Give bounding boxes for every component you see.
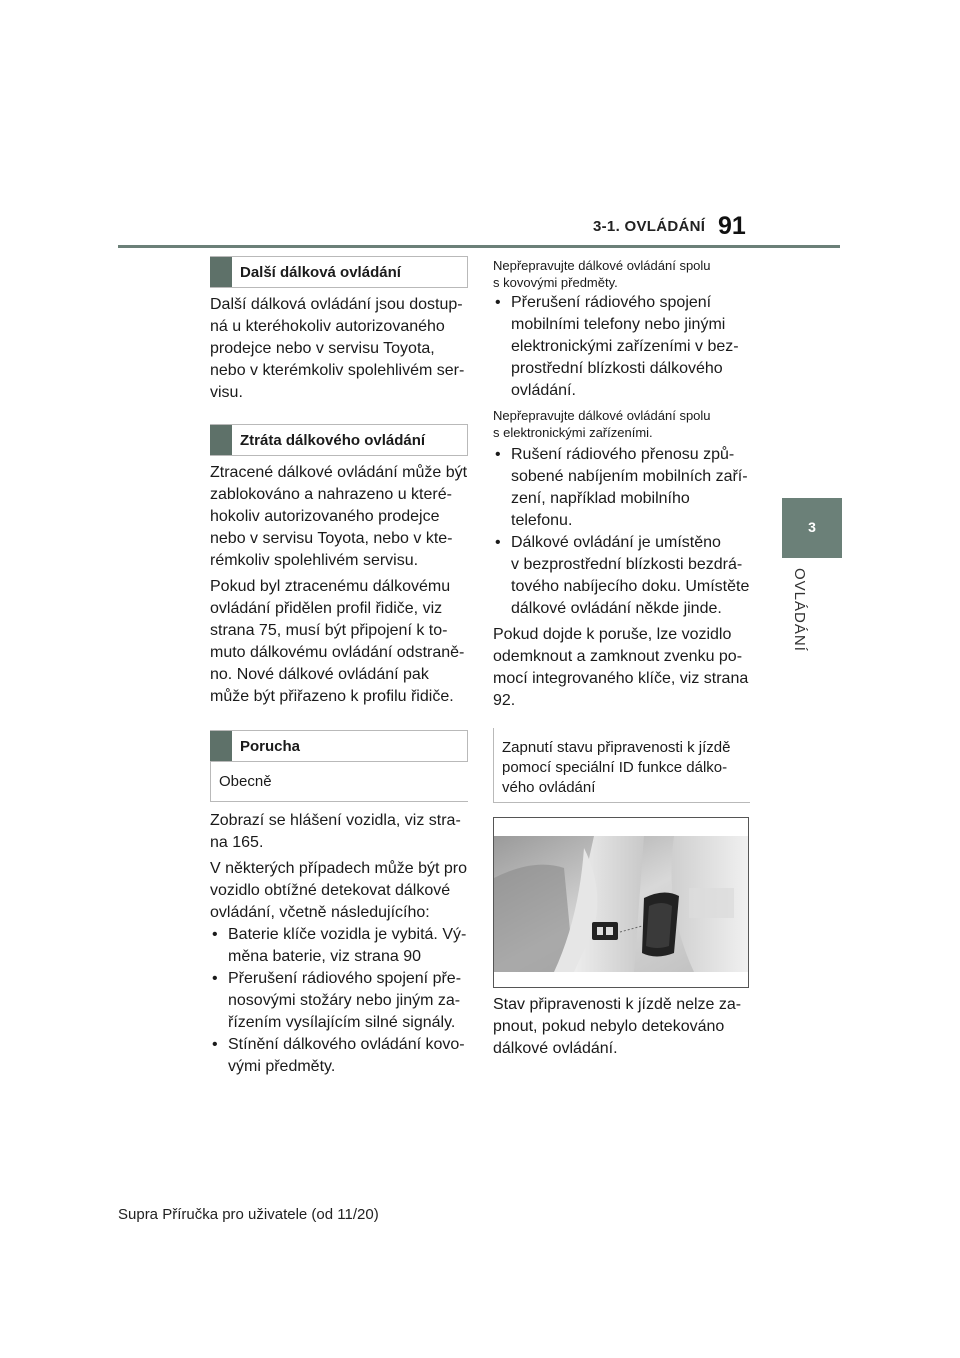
paragraph-integrated-key bbox=[493, 624, 748, 712]
text-line: vými předměty. bbox=[228, 1058, 336, 1075]
subheading-text bbox=[494, 728, 750, 798]
text-line: odemknout a zamknout zvenku po- bbox=[493, 648, 743, 665]
text-line: vozidlo obtížné detekovat dálkové bbox=[210, 882, 451, 899]
text-line: pnout, pokud nebylo detekováno bbox=[493, 1018, 725, 1035]
heading-text: Porucha bbox=[240, 737, 301, 755]
text-line: sobené nabíjením mobilních zaří- bbox=[511, 468, 748, 485]
heading-other-remotes bbox=[210, 256, 468, 288]
text-line: Dálkové ovládání je umístěno bbox=[511, 534, 721, 551]
text-line: Pokud byl ztracenému dálkovému bbox=[210, 578, 451, 595]
text-line: prostřední blízkosti dálkového bbox=[511, 360, 723, 377]
illustration-frame bbox=[493, 817, 749, 988]
text-line: řízením vysílajícím silné signály. bbox=[228, 1014, 456, 1031]
bullet-icon: • bbox=[495, 294, 501, 311]
list-item bbox=[210, 924, 466, 968]
paragraph-drive-ready-note bbox=[493, 994, 741, 1060]
bullet-icon: • bbox=[495, 446, 501, 463]
text-line: elektronickými zařízeními v bez- bbox=[511, 338, 739, 355]
paragraph-driver-profile bbox=[210, 576, 464, 708]
paragraph-lost-remote bbox=[210, 462, 467, 572]
bullet-icon: • bbox=[212, 970, 218, 987]
text-line: Zobrazí se hlášení vozidla, viz stra- bbox=[210, 812, 461, 829]
text-line: zení, například mobilního bbox=[511, 490, 690, 507]
text-line: Nepřepravujte dálkové ovládání spolu bbox=[493, 258, 711, 273]
list-item bbox=[493, 444, 748, 532]
text-line: no. Nové dálkové ovládání pak bbox=[210, 666, 429, 683]
chapter-tab-number: 3 bbox=[808, 519, 816, 535]
text-line: na 165. bbox=[210, 834, 264, 851]
text-line: dálkové ovládání. bbox=[493, 1040, 618, 1057]
text-line: vého ovládání bbox=[502, 779, 596, 796]
subheading-drive-ready bbox=[493, 728, 750, 803]
bullet-icon: • bbox=[212, 926, 218, 943]
page-number: 91 bbox=[718, 212, 746, 240]
text-line: V některých případech může být pro bbox=[210, 860, 468, 877]
text-line: Stínění dálkového ovládání kovo- bbox=[228, 1036, 465, 1053]
text-line: rémkoliv spolehlivém servisu. bbox=[210, 552, 419, 569]
subheading-text: Obecně bbox=[219, 773, 272, 790]
bullet-icon: • bbox=[495, 534, 501, 551]
text-line: nosovými stožáry nebo jiným za- bbox=[228, 992, 461, 1009]
text-line: muto dálkovému ovládání odstraně- bbox=[210, 644, 465, 661]
text-line: Nepřepravujte dálkové ovládání spolu bbox=[493, 408, 711, 423]
text-line: ovládání. bbox=[511, 382, 576, 399]
heading-marker bbox=[210, 731, 232, 761]
text-line: pomocí speciální ID funkce dálko- bbox=[502, 759, 728, 776]
text-line: s kovovými předměty. bbox=[493, 275, 618, 290]
text-line: nebo v servisu Toyota, nebo v kte- bbox=[210, 530, 453, 547]
text-line: strana 75, musí být připojení k to- bbox=[210, 622, 448, 639]
chapter-tab-label: OVLÁDÁNÍ bbox=[791, 568, 808, 652]
text-line: ovládání přidělen profil řidiče, viz bbox=[210, 600, 443, 617]
text-line: Pokud dojde k poruše, lze vozidlo bbox=[493, 626, 732, 643]
heading-text: Ztráta dálkového ovládání bbox=[240, 431, 426, 449]
text-line: Přerušení rádiového spojení bbox=[511, 294, 712, 311]
text-line: mocí integrovaného klíče, viz strana bbox=[493, 670, 749, 687]
text-line: hokoliv autorizovaného prodejce bbox=[210, 508, 440, 525]
text-line: v bezprostřední blízkosti bezdrá- bbox=[511, 556, 743, 573]
list-item bbox=[493, 292, 739, 402]
heading-text: Další dálková ovládání bbox=[240, 263, 401, 281]
heading-malfunction bbox=[210, 730, 468, 762]
text-line: nebo v kterémkoliv spolehlivém ser- bbox=[210, 362, 465, 379]
text-line: prodejce nebo v servisu Toyota, bbox=[210, 340, 435, 357]
note-metal-objects bbox=[493, 257, 711, 291]
note-electronic-devices bbox=[493, 407, 711, 441]
paragraph-other-remotes bbox=[210, 294, 464, 404]
text-line: 92. bbox=[493, 692, 516, 709]
text-line: ovládání, včetně následujícího: bbox=[210, 904, 430, 921]
text-line: s elektronickými zařízeními. bbox=[493, 425, 653, 440]
list-item bbox=[210, 968, 461, 1034]
heading-lost-remote bbox=[210, 424, 468, 456]
list-item bbox=[210, 1034, 465, 1078]
charging-dock-icon bbox=[592, 922, 618, 940]
heading-marker bbox=[210, 425, 232, 455]
subheading-general bbox=[210, 762, 468, 802]
text-line: Stav připravenosti k jízdě nelze za- bbox=[493, 996, 742, 1013]
text-line: Přerušení rádiového spojení pře- bbox=[228, 970, 462, 987]
text-line: dálkové ovládání někde jinde. bbox=[511, 600, 722, 617]
section-title: 3-1. OVLÁDÁNÍ bbox=[593, 218, 706, 235]
bullet-icon: • bbox=[212, 1036, 218, 1053]
text-line: zablokováno a nahrazeno u které- bbox=[210, 486, 452, 503]
footer-manual-title: Supra Příručka pro uživatele (od 11/20) bbox=[118, 1206, 379, 1223]
text-line: může být přiřazeno k profilu řidiče. bbox=[210, 688, 454, 705]
text-line: Ztracené dálkové ovládání může být bbox=[210, 464, 468, 481]
text-line: visu. bbox=[210, 384, 243, 401]
text-line: Zapnutí stavu připravenosti k jízdě bbox=[502, 739, 731, 756]
text-line: telefonu. bbox=[511, 512, 573, 529]
header-rule bbox=[118, 245, 840, 248]
text-line: mobilními telefony nebo jinými bbox=[511, 316, 726, 333]
paragraph-vehicle-message bbox=[210, 810, 461, 854]
steering-column-illustration bbox=[494, 818, 748, 987]
paragraph-detection bbox=[210, 858, 467, 924]
text-line: Baterie klíče vozidla je vybitá. Vý- bbox=[228, 926, 467, 943]
text-line: Rušení rádiového přenosu způ- bbox=[511, 446, 735, 463]
text-line: měna baterie, viz strana 90 bbox=[228, 948, 421, 965]
text-line: Další dálková ovládání jsou dostup- bbox=[210, 296, 463, 313]
text-line: ná u kteréhokoliv autorizovaného bbox=[210, 318, 445, 335]
list-item bbox=[493, 532, 749, 620]
text-line: tového nabíjecího doku. Umístěte bbox=[511, 578, 750, 595]
heading-marker bbox=[210, 257, 232, 287]
